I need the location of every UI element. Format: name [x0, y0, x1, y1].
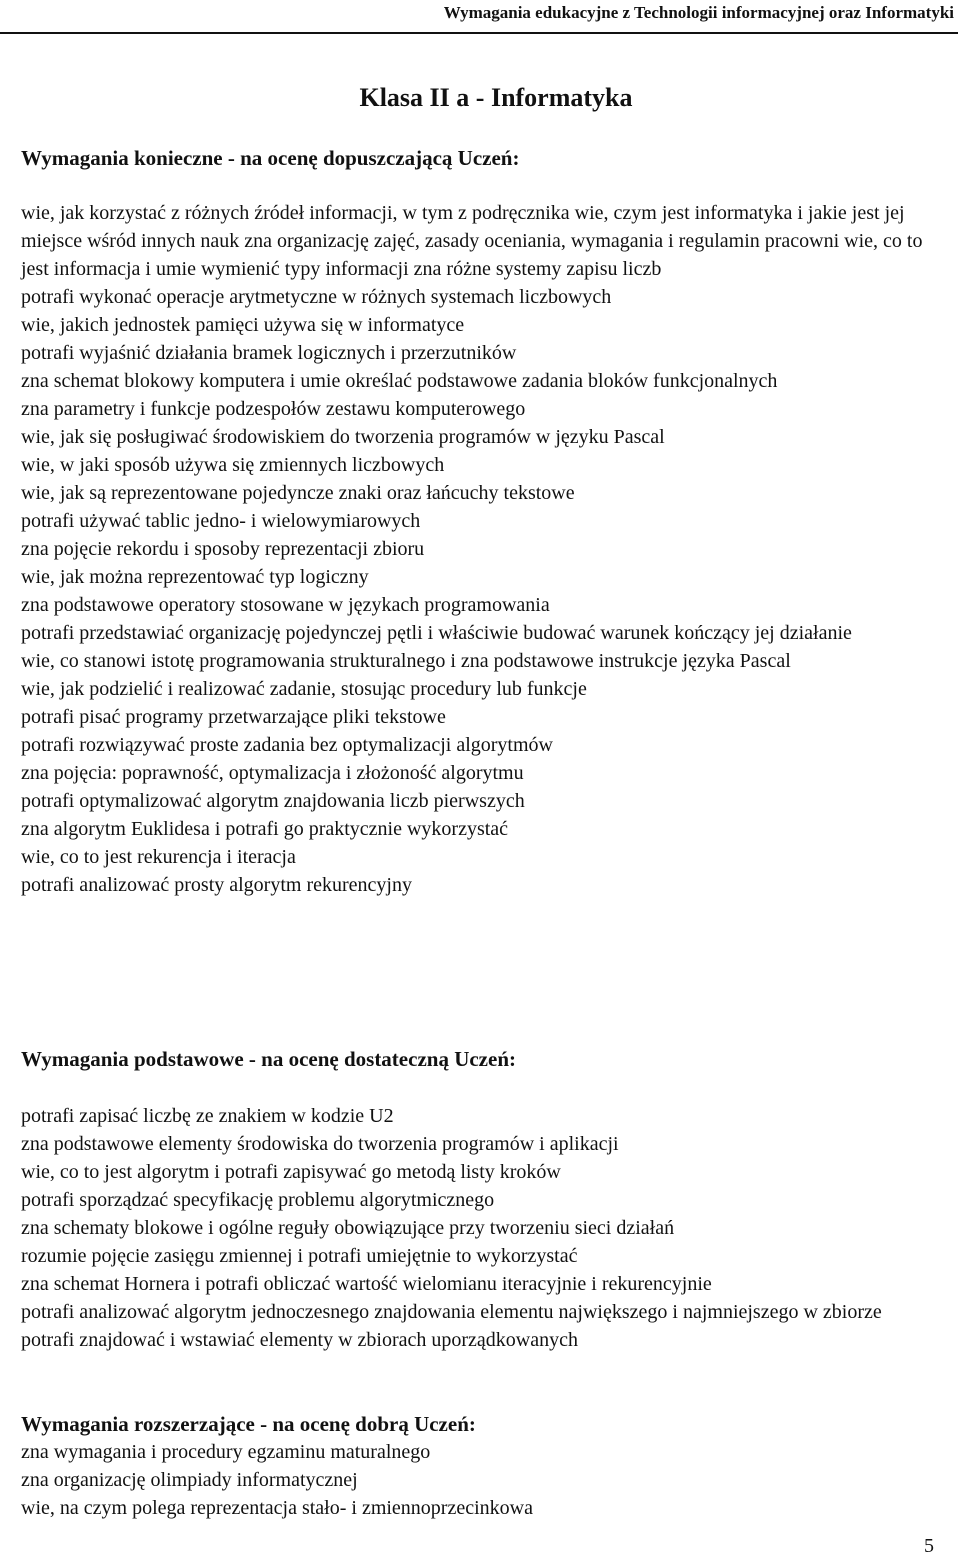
- list-item: zna podstawowe elementy środowiska do tworzenia programów i aplikacji: [21, 1133, 619, 1155]
- list-item: wie, w jaki sposób używa się zmiennych liczbowych: [21, 454, 445, 476]
- list-item: zna wymagania i procedury egzaminu maturalnego: [21, 1441, 431, 1463]
- list-item: wie, jak się posługiwać środowiskiem do tworzenia programów w języku Pascal: [21, 426, 665, 448]
- section-extended: [21, 1410, 936, 1522]
- list-item: potrafi analizować algorytm jednoczesnego znajdowania elementu największego i najmniejszego w zbiorze: [21, 1301, 882, 1323]
- running-header: [0, 0, 958, 34]
- section-required: [21, 144, 936, 899]
- page-title: Klasa II a - Informatyka: [359, 83, 633, 112]
- list-item: potrafi znajdować i wstawiać elementy w zbiorach uporządkowanych: [21, 1329, 578, 1351]
- list-item: potrafi wykonać operacje arytmetyczne w różnych systemach liczbowych: [21, 286, 612, 308]
- list-item: wie, jakich jednostek pamięci używa się w informatyce: [21, 314, 465, 336]
- list-item: zna parametry i funkcje podzespołów zestawu komputerowego: [21, 398, 526, 420]
- list-item: zna schemat Hornera i potrafi obliczać wartość wielomianu iteracyjnie i rekurencyjnie: [21, 1273, 712, 1295]
- list-item: zna pojęcia: poprawność, optymalizacja i złożoność algorytmu: [21, 762, 524, 784]
- list-item: rozumie pojęcie zasięgu zmiennej i potrafi umiejętnie to wykorzystać: [21, 1245, 578, 1267]
- section-heading: Wymagania rozszerzające - na ocenę dobrą Uczeń:: [21, 1412, 476, 1436]
- list-item: potrafi używać tablic jedno- i wielowymiarowych: [21, 510, 421, 532]
- list-item: wie, jak korzystać z różnych źródeł informacji, w tym z podręcznika wie, czym jest informatyka i jakie jest jej miejsce wśród innych nauk zna organizację zajęć, zasady oceniania, wymagania i regulamin pracowni wie, co to jest informacja i umie wymienić typy informacji zna różne systemy zapisu liczb: [21, 202, 923, 280]
- requirements-list: [21, 1438, 936, 1522]
- list-item: zna podstawowe operatory stosowane w językach programowania: [21, 594, 550, 616]
- list-item: potrafi przedstawiać organizację pojedynczej pętli i właściwie budować warunek kończący jej działanie: [21, 622, 852, 644]
- list-item: wie, jak podzielić i realizować zadanie, stosując procedury lub funkcje: [21, 678, 587, 700]
- list-item: wie, jak są reprezentowane pojedyncze znaki oraz łańcuchy tekstowe: [21, 482, 575, 504]
- list-item: potrafi optymalizować algorytm znajdowania liczb pierwszych: [21, 790, 525, 812]
- list-item: zna organizację olimpiady informatycznej: [21, 1469, 358, 1491]
- list-item: zna algorytm Euklidesa i potrafi go praktycznie wykorzystać: [21, 818, 509, 840]
- list-item: wie, co to jest algorytm i potrafi zapisywać go metodą listy kroków: [21, 1161, 561, 1183]
- section-basic: [21, 1045, 936, 1354]
- requirements-list: [21, 1102, 936, 1354]
- requirements-list: [21, 199, 936, 899]
- list-item: zna pojęcie rekordu i sposoby reprezentacji zbioru: [21, 538, 425, 560]
- list-item: wie, jak można reprezentować typ logiczny: [21, 566, 369, 588]
- list-item: zna schemat blokowy komputera i umie określać podstawowe zadania bloków funkcjonalnych: [21, 370, 778, 392]
- list-item: potrafi sporządzać specyfikację problemu algorytmicznego: [21, 1189, 495, 1211]
- list-item: wie, na czym polega reprezentacja stało- i zmiennoprzecinkowa: [21, 1497, 533, 1519]
- list-item: potrafi rozwiązywać proste zadania bez optymalizacji algorytmów: [21, 734, 553, 756]
- section-heading: Wymagania konieczne - na ocenę dopuszczającą Uczeń:: [21, 146, 520, 170]
- list-item: zna schematy blokowe i ogólne reguły obowiązujące przy tworzeniu sieci działań: [21, 1217, 675, 1239]
- section-heading: Wymagania podstawowe - na ocenę dostateczną Uczeń:: [21, 1047, 516, 1071]
- running-header-title: Wymagania edukacyjne z Technologii informacyjnej oraz Informatyki: [443, 3, 954, 22]
- list-item: wie, co stanowi istotę programowania strukturalnego i zna podstawowe instrukcje języka Pascal: [21, 650, 791, 672]
- list-item: potrafi zapisać liczbę ze znakiem w kodzie U2: [21, 1105, 394, 1127]
- page-number: 5: [924, 1535, 934, 1557]
- list-item: potrafi wyjaśnić działania bramek logicznych i przerzutników: [21, 342, 517, 364]
- list-item: potrafi pisać programy przetwarzające pliki tekstowe: [21, 706, 446, 728]
- list-item: potrafi analizować prosty algorytm rekurencyjny: [21, 874, 412, 896]
- list-item: wie, co to jest rekurencja i iteracja: [21, 846, 296, 868]
